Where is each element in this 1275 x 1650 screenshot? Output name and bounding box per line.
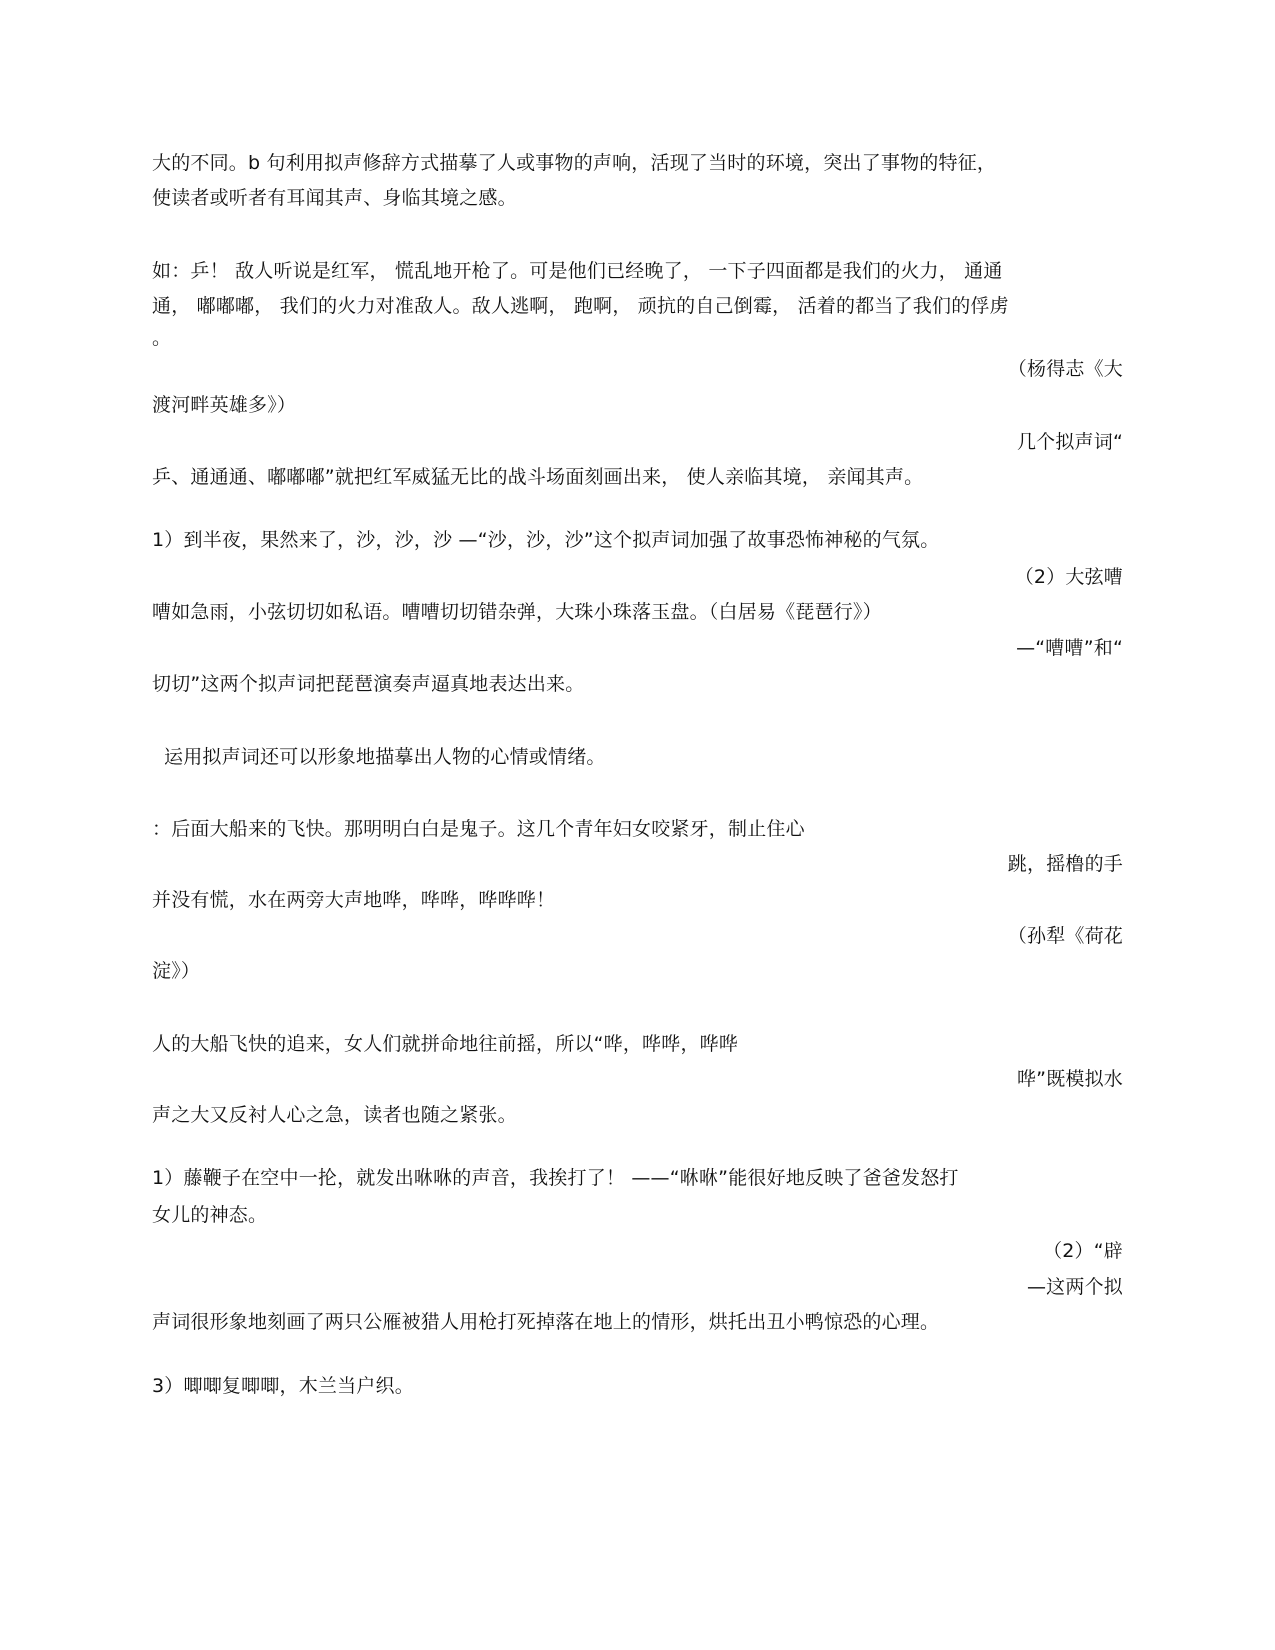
text-line: 女儿的神态。: [152, 1204, 268, 1226]
citation-line: 淀》）: [152, 960, 201, 982]
text-line: —“嘈嘈”和“: [1016, 637, 1123, 659]
text-line: 哗”既模拟水: [1016, 1068, 1123, 1090]
text-line: 嘈如急雨，小弦切切如私语。嘈嘈切切错杂弹，大珠小珠落玉盘。（白居易《琵琶行》）: [152, 601, 882, 623]
text-line: 。: [152, 327, 172, 349]
citation-line: （孙犁《荷花: [1007, 925, 1123, 947]
text-line: 大的不同。b 句利用拟声修辞方式描摹了人或事物的声响，活现了当时的环境，突出了事物的特征，: [152, 152, 997, 174]
text-line: 人的大船飞快的追来，女人们就拼命地往前摇，所以“哗，哗哗，哗哗: [152, 1033, 739, 1055]
text-line: 通， 嘟嘟嘟， 我们的火力对准敌人。敌人逃啊， 跑啊， 顽抗的自己倒霉， 活着的都当了我们的俘虏: [152, 295, 1009, 317]
text-line: 运用拟声词还可以形象地描摹出人物的心情或情绪。: [164, 746, 606, 768]
text-line: 如：乒！ 敌人听说是红军， 慌乱地开枪了。可是他们已经晚了， 一下子四面都是我们的火力， 通通: [152, 260, 1003, 282]
text-line: （2）大弦嘈: [1014, 566, 1123, 588]
citation-line: （杨得志《大: [1007, 358, 1123, 380]
text-line: 声之大又反衬人心之急，读者也随之紧张。: [152, 1104, 517, 1126]
text-line: 1）藤鞭子在空中一抡，就发出咻咻的声音，我挨打了！ ——“咻咻”能很好地反映了爸爸发怒打: [152, 1167, 959, 1189]
text-line: 切切”这两个拟声词把琵琶演奏声逼真地表达出来。: [152, 673, 585, 695]
text-line: 声词很形象地刻画了两只公雁被猎人用枪打死掉落在地上的情形，烘托出丑小鸭惊恐的心理。: [152, 1311, 940, 1333]
text-line: ：后面大船来的飞快。那明明白白是鬼子。这几个青年妇女咬紧牙，制止住心: [152, 818, 805, 840]
text-line: 乒、通通通、嘟嘟嘟”就把红军威猛无比的战斗场面刻画出来， 使人亲临其境， 亲闻其声。: [152, 466, 924, 488]
text-line: 跳，摇橹的手: [1007, 853, 1123, 875]
text-line: 3）唧唧复唧唧，木兰当户织。: [152, 1375, 414, 1397]
citation-line: 渡河畔英雄多》）: [152, 394, 297, 416]
text-line: （2）“辟: [1043, 1240, 1123, 1262]
text-line: 几个拟声词“: [1016, 431, 1123, 453]
text-line: 并没有慌，水在两旁大声地哗，哗哗，哗哗哗！: [152, 889, 556, 911]
text-line: 1）到半夜，果然来了，沙，沙，沙 —“沙，沙，沙”这个拟声词加强了故事恐怖神秘的气氛。: [152, 529, 940, 551]
text-line: —这两个拟: [1026, 1276, 1123, 1298]
text-line: 使读者或听者有耳闻其声、身临其境之感。: [152, 187, 517, 209]
